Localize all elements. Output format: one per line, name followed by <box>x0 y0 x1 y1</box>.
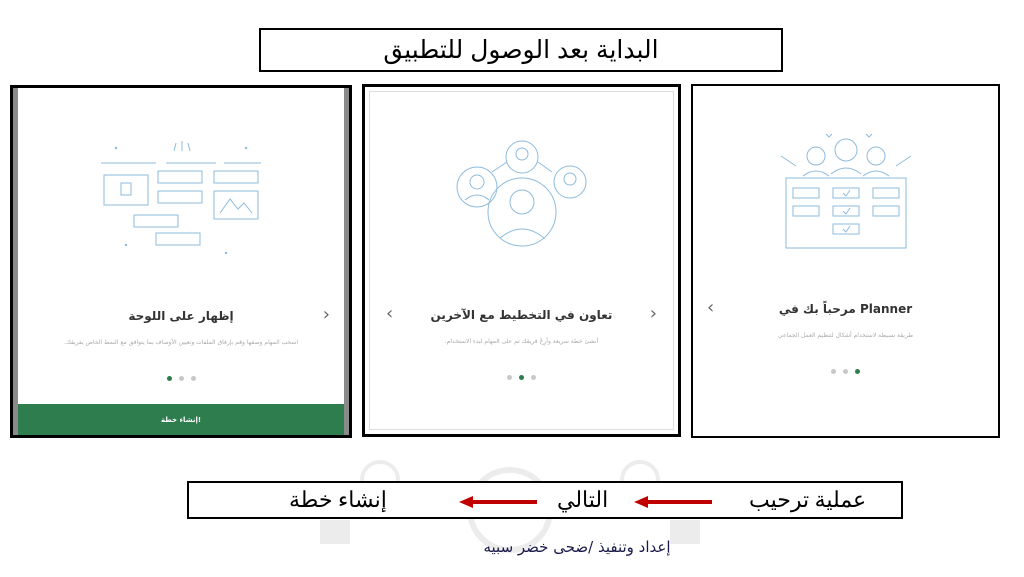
chevron-right-icon[interactable]: › <box>322 304 330 325</box>
page-dot[interactable] <box>531 375 536 380</box>
card-description: أنشئ خطة سريعة وأرِحْ فريقك تم على المهام لبدء الاستخدام. <box>444 338 599 345</box>
chevron-right-icon[interactable]: › <box>649 303 657 324</box>
pagination-dots <box>18 376 344 381</box>
page-dot[interactable] <box>855 369 860 374</box>
card-description: طريقة بسيطة لاستخدام أشكال لتنظيم العمل الجماعي <box>777 332 914 339</box>
page-dot[interactable] <box>519 375 524 380</box>
chevron-left-icon[interactable]: ‹ <box>707 297 715 318</box>
page-title: البداية بعد الوصول للتطبيق <box>259 28 783 72</box>
pagination-dots <box>693 369 998 374</box>
card-title: مرحباً بك في Planner <box>778 302 913 316</box>
card-description: اسحب المهام وصفها وقم بإرفاق الملفات وتعيين الأوصاف بما يتوافق مع النمط الخاص بفريقك. <box>64 339 298 346</box>
flow-step-welcome: عملية ترحيب <box>749 487 867 512</box>
flow-step-create: إنشاء خطة <box>289 487 387 512</box>
page-dot[interactable] <box>191 376 196 381</box>
box-celebration-icon <box>771 126 921 256</box>
card-title: إظهار على اللوحة <box>128 309 234 323</box>
card-title: تعاون في التخطيط مع الآخرين <box>430 308 613 322</box>
welcome-illustration <box>693 126 998 266</box>
flow-legend <box>187 481 903 519</box>
pagination-dots <box>370 375 673 380</box>
team-illustration <box>370 132 673 272</box>
board-icon <box>96 133 266 263</box>
arrow-left-icon <box>634 496 714 508</box>
people-icon <box>452 132 592 262</box>
onboarding-card-welcome <box>691 84 1000 438</box>
create-plan-button[interactable]: إنشاء خطة! <box>18 404 344 435</box>
flow-step-next: التالي <box>557 487 609 512</box>
card-edge <box>344 88 349 435</box>
arrow-left-icon <box>459 496 539 508</box>
page-dot[interactable] <box>179 376 184 381</box>
chevron-left-icon[interactable]: ‹ <box>386 303 394 324</box>
board-illustration <box>18 133 344 273</box>
page-dot[interactable] <box>167 376 172 381</box>
page-dot[interactable] <box>843 369 848 374</box>
onboarding-card-board <box>10 85 352 438</box>
page-dot[interactable] <box>507 375 512 380</box>
page-dot[interactable] <box>831 369 836 374</box>
onboarding-card-collaborate <box>362 84 681 437</box>
author-credit: إعداد وتنفيذ /ضحى خضر سبيه <box>483 538 671 556</box>
